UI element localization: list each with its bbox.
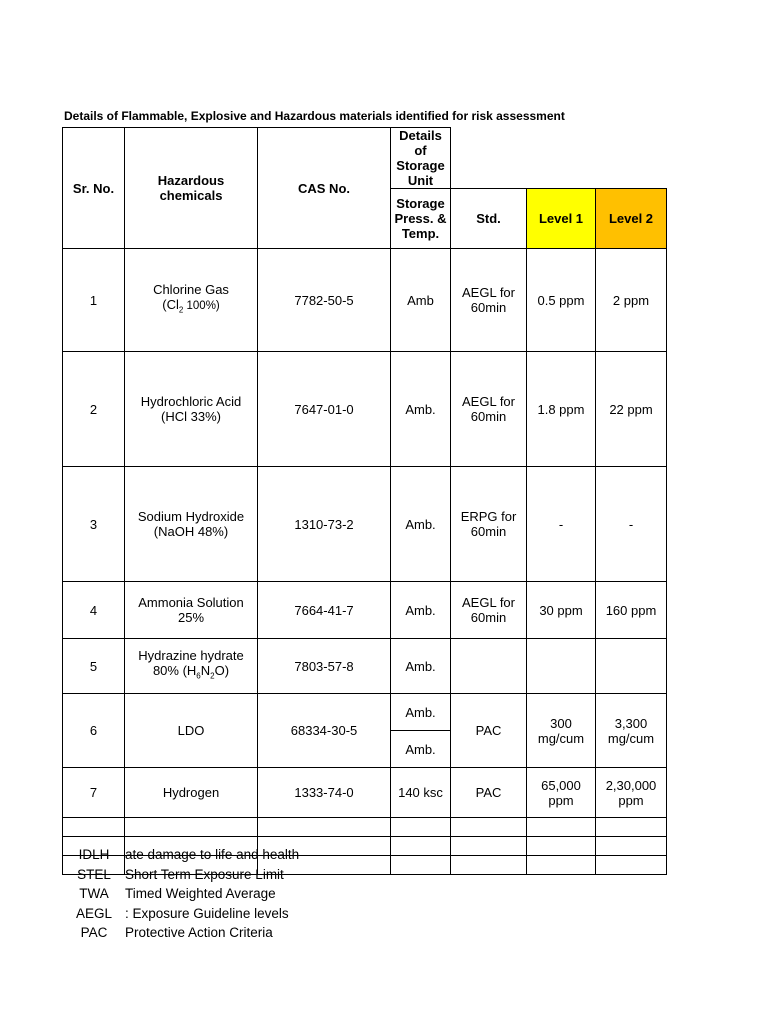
cell-std: PAC: [451, 768, 527, 818]
cell-chemical: LDO: [125, 694, 258, 768]
cell-level-2: 22 ppm: [596, 352, 667, 467]
cell-storage: Amb.: [391, 582, 451, 639]
cell-level-1: 65,000 ppm: [527, 768, 596, 818]
cell-cas: 1333-74-0: [258, 768, 391, 818]
cell-std: ERPG for 60min: [451, 467, 527, 582]
cell-chemical: [125, 639, 258, 694]
table-row: [63, 249, 667, 352]
cell-storage: Amb.: [391, 467, 451, 582]
cell-level-1: -: [527, 467, 596, 582]
cell-chemical: [125, 249, 258, 352]
cell-sr: 7: [63, 768, 125, 818]
cell-storage: Amb.: [391, 731, 451, 768]
cell-storage: Amb.: [391, 639, 451, 694]
cell-level-2: 2 ppm: [596, 249, 667, 352]
chemical-formula: 25%: [177, 610, 205, 625]
chemical-name: Sodium Hydroxide: [137, 509, 245, 524]
cell-chemical: [125, 352, 258, 467]
cell-std: AEGL for 60min: [451, 582, 527, 639]
cell-sr: 2: [63, 352, 125, 467]
legend-item: [66, 865, 284, 885]
legend-item: [66, 904, 289, 924]
cell-sr: 4: [63, 582, 125, 639]
table-row: [63, 768, 667, 818]
table-row: [63, 352, 667, 467]
cell-level-1: 0.5 ppm: [527, 249, 596, 352]
header-storage-unit: Details of Storage Unit: [391, 128, 451, 189]
cell-chemical: [125, 582, 258, 639]
empty-row: [63, 818, 667, 837]
hazard-table: [62, 127, 667, 875]
abbreviation-legend: [66, 845, 300, 943]
cell-sr: 5: [63, 639, 125, 694]
header-std: Std.: [451, 189, 527, 249]
table-row: [63, 467, 667, 582]
chemical-formula: (NaOH 48%): [153, 524, 229, 539]
cell-sr: 1: [63, 249, 125, 352]
cell-cas: 68334-30-5: [258, 694, 391, 768]
cell-storage: Amb.: [391, 352, 451, 467]
cell-chemical: Hydrogen: [125, 768, 258, 818]
cell-level-2: 2,30,000 ppm: [596, 768, 667, 818]
chemical-name: Chlorine Gas: [153, 282, 229, 298]
cell-level-1: 300 mg/cum: [527, 694, 596, 768]
header-storage-press: Storage Press. & Temp.: [391, 189, 451, 249]
chemical-formula: 80% $(H_6N_2O)$: [152, 663, 230, 681]
cell-sr: 6: [63, 694, 125, 768]
cell-storage: 140 ksc: [391, 768, 451, 818]
cell-std: AEGL for 60min: [451, 249, 527, 352]
cell-level-2: -: [596, 467, 667, 582]
header-chemicals: Hazardous chemicals: [125, 128, 258, 249]
legend-item: [66, 845, 300, 865]
legend-definition: Protective Action Criteria: [125, 925, 273, 940]
chemical-formula: ($Cl_2$ 100%): [162, 297, 220, 315]
legend-definition: Timed Weighted Average: [125, 886, 276, 901]
legend-abbr: PAC: [80, 925, 108, 940]
cell-std: PAC: [451, 694, 527, 768]
cell-cas: 7647-01-0: [258, 352, 391, 467]
legend-item: [66, 884, 276, 904]
header-sr-no: Sr. No.: [63, 128, 125, 249]
chemical-name: Hydrochloric Acid: [140, 394, 242, 409]
cell-storage: Amb: [391, 249, 451, 352]
header-blank: [451, 128, 667, 189]
chemical-formula: (HCl 33%): [161, 409, 221, 424]
legend-definition: : Exposure Guideline levels: [125, 905, 289, 921]
cell-level-2: [596, 639, 667, 694]
cell-storage: Amb.: [391, 694, 451, 731]
legend-definition: Short Term Exposure Limit: [125, 866, 284, 882]
page-title: Details of Flammable, Explosive and Hazardous materials identified for risk assessment: [64, 109, 565, 123]
cell-level-2: 3,300 mg/cum: [596, 694, 667, 768]
cell-sr: 3: [63, 467, 125, 582]
cell-chemical: [125, 467, 258, 582]
legend-abbr: STEL: [77, 866, 111, 882]
legend-abbr: AEGL: [75, 905, 113, 921]
legend-abbr: TWA: [79, 886, 109, 901]
cell-cas: 7803-57-8: [258, 639, 391, 694]
header-cas: CAS No.: [258, 128, 391, 249]
header-level-1: Level 1: [527, 189, 596, 249]
cell-std: [451, 639, 527, 694]
cell-cas: 1310-73-2: [258, 467, 391, 582]
cell-level-1: 1.8 ppm: [527, 352, 596, 467]
cell-level-1: 30 ppm: [527, 582, 596, 639]
cell-cas: 7782-50-5: [258, 249, 391, 352]
table-row: [63, 639, 667, 694]
header-level-2: Level 2: [596, 189, 667, 249]
chemical-name: Hydrazine hydrate: [138, 648, 244, 664]
legend-definition: ate damage to life and health: [125, 847, 300, 862]
cell-level-2: 160 ppm: [596, 582, 667, 639]
table-row: [63, 582, 667, 639]
legend-abbr: IDLH: [78, 847, 110, 862]
legend-item: [66, 923, 273, 943]
cell-level-1: [527, 639, 596, 694]
cell-std: AEGL for 60min: [451, 352, 527, 467]
table-row: [63, 694, 667, 731]
chemical-name: Ammonia Solution: [138, 595, 244, 610]
cell-cas: 7664-41-7: [258, 582, 391, 639]
